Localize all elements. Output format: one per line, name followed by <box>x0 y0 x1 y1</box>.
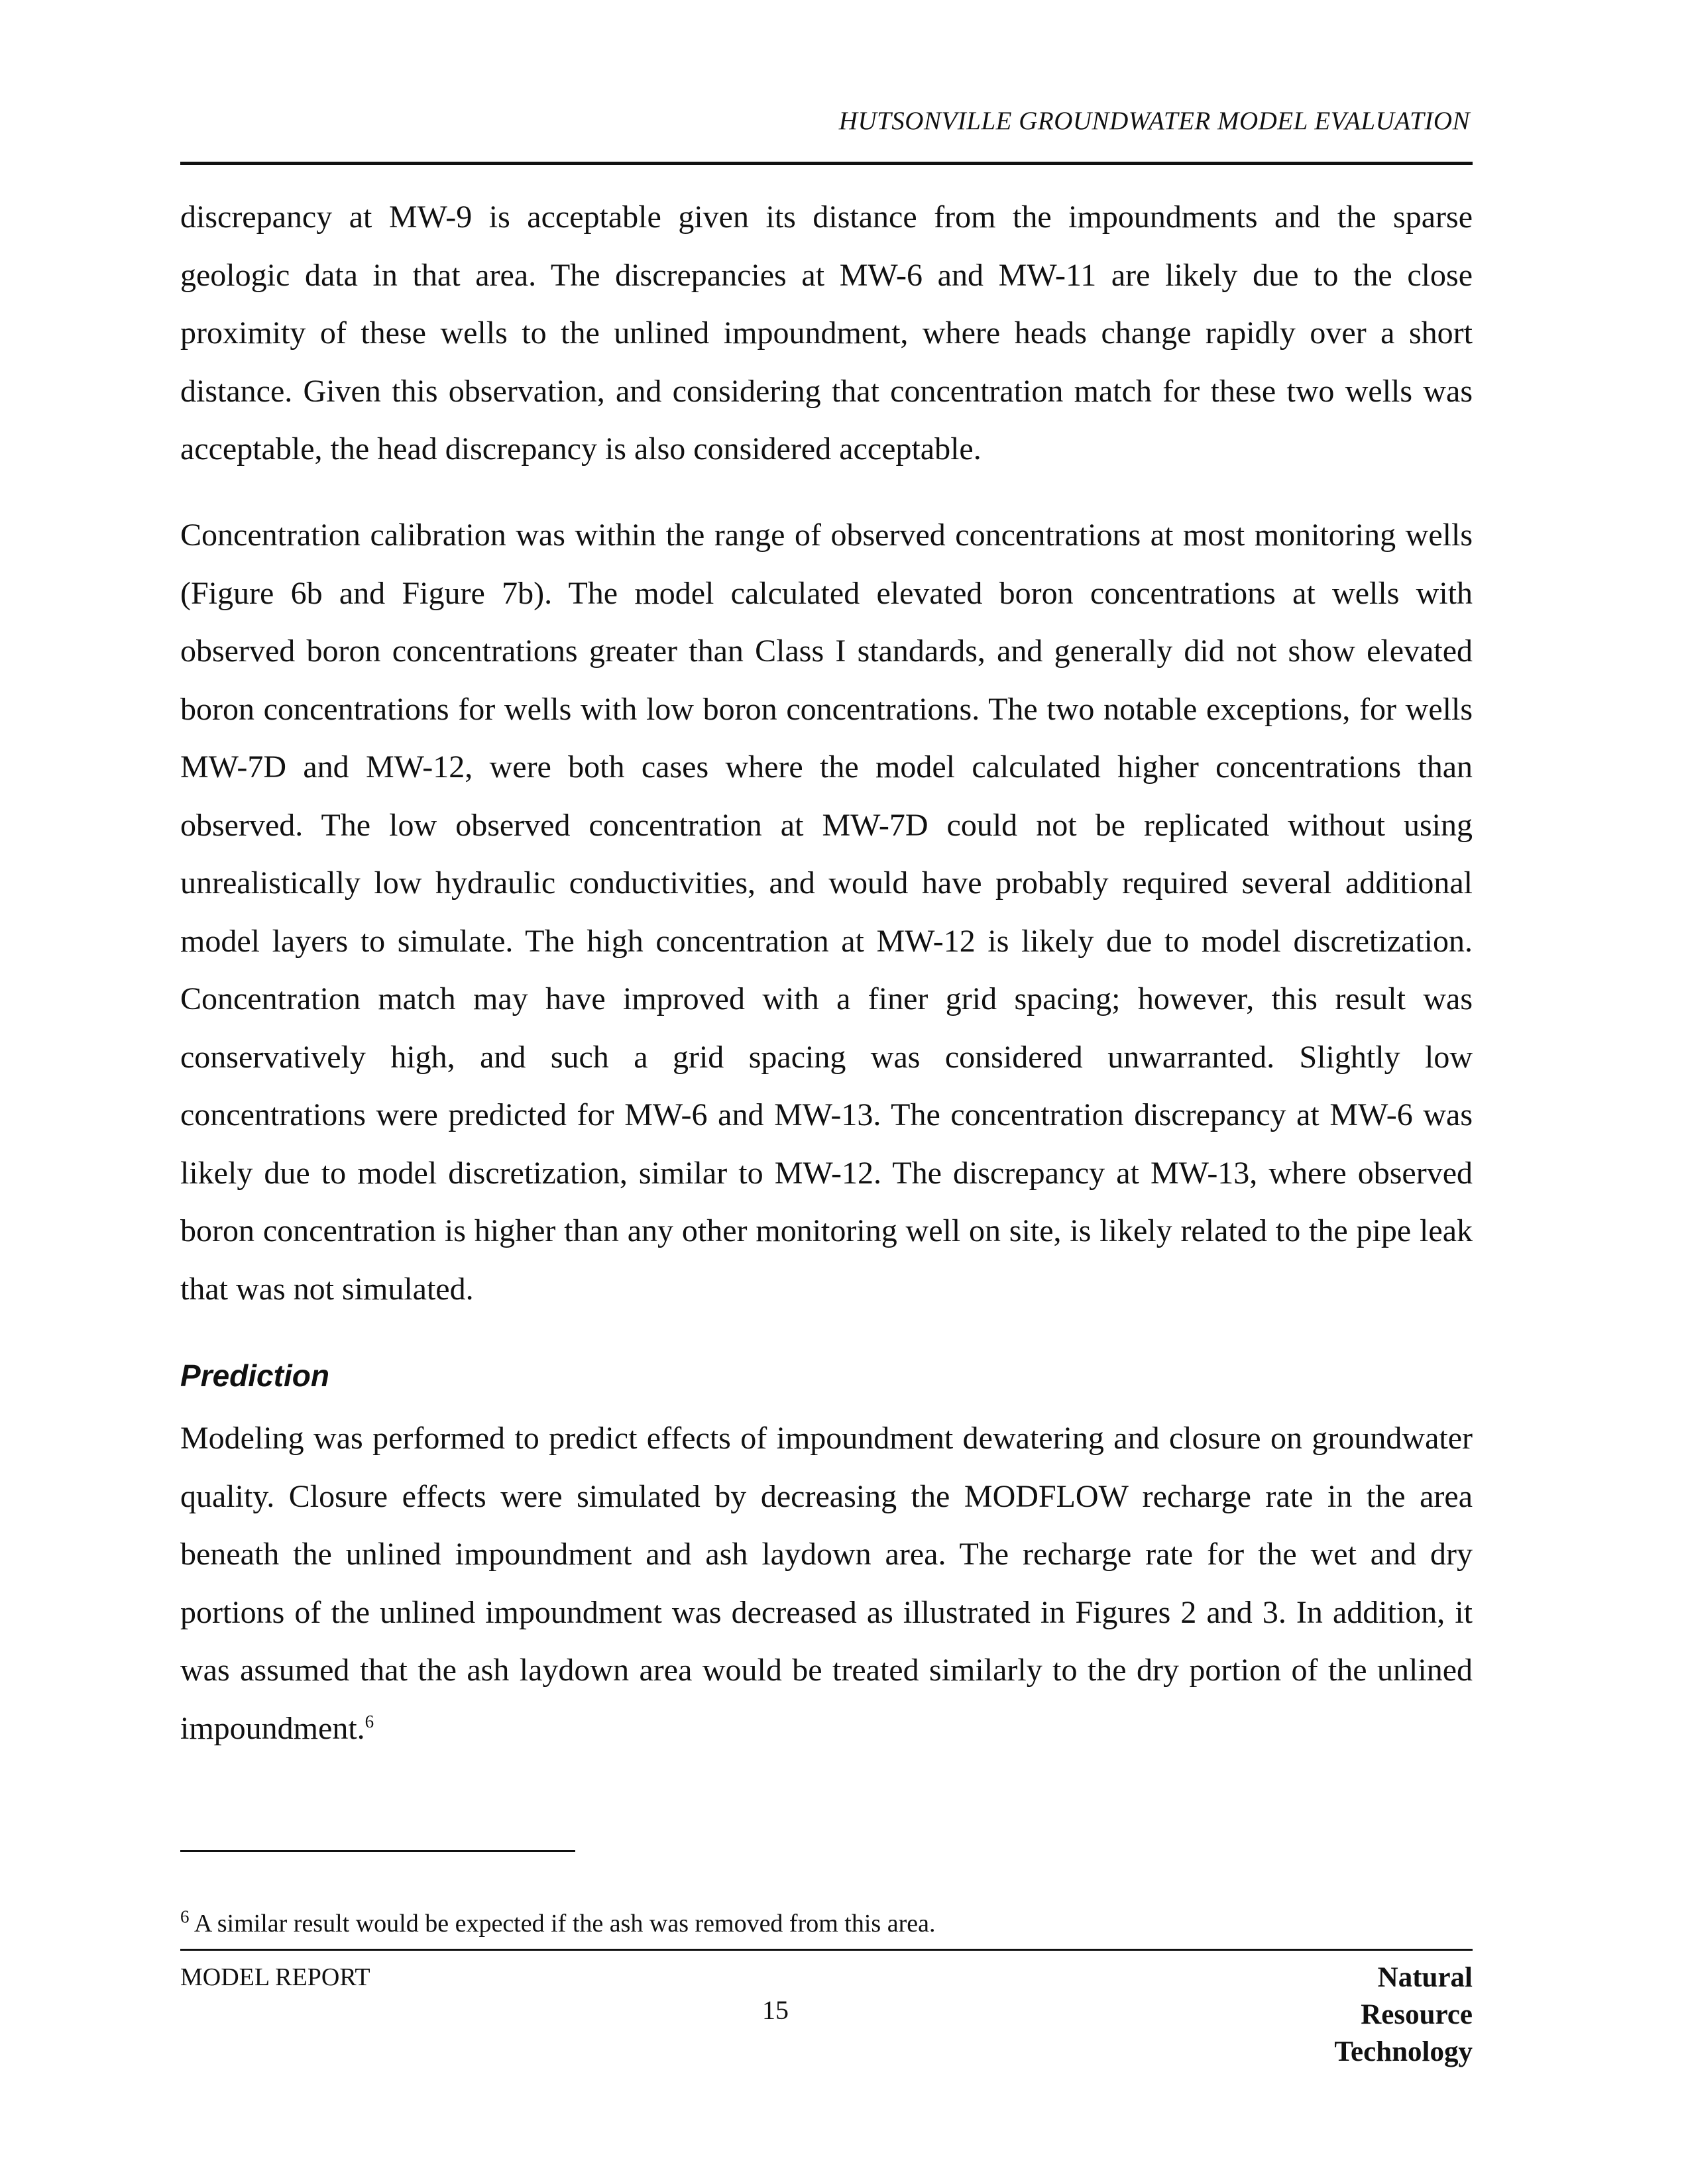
body-paragraph-3-text: Modeling was performed to predict effects of impoundment dewatering and closure on groundwater quality. Closure effects were simulated by decreasing the MODFLOW recharge rate in the area beneath the unlined impoundment and ash laydown area. The recharge rate for the wet and dry portions of the unlined impoundment was decreased as illustrated in Figures 2 and 3. In addition, it was assumed that the ash laydown area would be treated similarly to the dry portion of the unlined impoundment. <box>180 1421 1473 1746</box>
footnote-reference: 6 <box>365 1711 374 1731</box>
body-paragraph-3 <box>180 1409 1473 1757</box>
org-name-line-2: Resource <box>1361 1999 1473 2030</box>
section-heading-prediction: Prediction <box>180 1358 329 1393</box>
footnote <box>180 1908 935 1939</box>
org-name-line-3: Technology <box>1334 2036 1473 2067</box>
footer-rule <box>180 1949 1473 1951</box>
body-paragraph-2: Concentration calibration was within the range of observed concentrations at most monitoring wells (Figure 6b and Figure 7b). The model calculated elevated boron concentrations at wells with observed boron concentrations greater than Class I standards, and generally did not show elevated boron concentrations for wells with low boron concentrations. The two notable exceptions, for wells MW-7D and MW-12, were both cases where the model calculated higher concentrations than observed. The low observed concentration at MW-7D could not be replicated without using unrealistically low hydraulic conductivities, and would have probably required several additional model layers to simulate. The high concentration at MW-12 is likely due to model discretization. Concentration match may have improved with a finer grid spacing; however, this result was conservatively high, and such a grid spacing was considered unwarranted. Slightly low concentrations were predicted for MW-6 and MW-13. The concentration discrepancy at MW-6 was likely due to model discretization, similar to MW-12. The discrepancy at MW-13, where observed boron concentration is higher than any other monitoring well on site, is likely related to the pipe leak that was not simulated. <box>180 518 1473 1307</box>
footer-report-label: MODEL REPORT <box>180 1963 370 1991</box>
footnote-marker: 6 <box>180 1906 190 1927</box>
organization-name <box>1334 1959 1473 2071</box>
header-rule <box>180 162 1473 165</box>
running-header-title: HUTSONVILLE GROUNDWATER MODEL EVALUATION <box>838 107 1470 135</box>
footnote-text: A similar result would be expected if the ash was removed from this area. <box>194 1910 936 1938</box>
footnote-rule <box>180 1850 575 1852</box>
body-paragraph-1: discrepancy at MW-9 is acceptable given its distance from the impoundments and the sparse geologic data in that area. The discrepancies at MW-6 and MW-11 are likely due to the close proximity of these wells to the unlined impoundment, where heads change rapidly over a short distance. Given this observation, and considering that concentration match for these two wells was acceptable, the head discrepancy is also considered acceptable. <box>180 199 1473 466</box>
org-name-line-1: Natural <box>1377 1962 1473 1993</box>
page-number: 15 <box>762 1995 789 2025</box>
